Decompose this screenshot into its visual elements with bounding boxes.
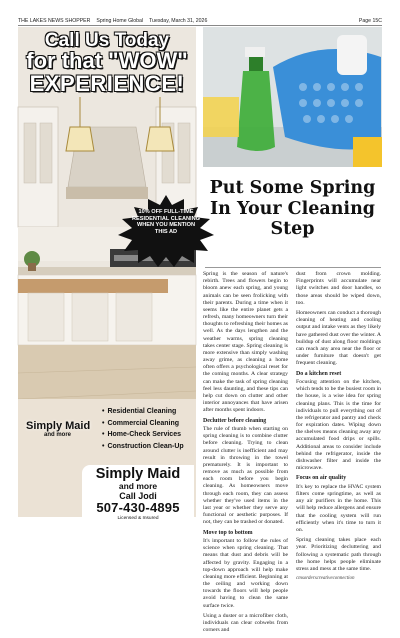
discount-offer-text: 10% OFF FULL-TIME RESIDENTIAL CLEANING WHEN YOU MENTION THIS AD — [132, 209, 200, 236]
badge-tagline: and more — [118, 481, 158, 492]
service-item: • Residential Cleaning — [102, 408, 194, 415]
logo-name: Simply Maid — [26, 420, 91, 432]
article-paragraph: dust from crown molding. Fingerprints will accumulate near light switches and door handles, so those areas should be wiped down, too. — [296, 271, 381, 306]
service-item: • Commercial Cleaning — [102, 420, 194, 427]
simply-maid-ad — [18, 27, 200, 522]
article-paragraph: Focusing attention on the kitchen, which tends to be the busiest room in the house, is a wise idea for spring cleaning plans. This is the time for individuals to pull everything out of the refrigerator and pantry and check for expiration dates. Wiping down the shelves means cleaning away any accumulated food drips or spills. Additional areas to consider include behind the refrigerator, inside the dishwasher filter and inside the microwave. — [296, 379, 381, 472]
section-name: Spring Home Global — [96, 17, 144, 24]
article-paragraph: Using a duster or a microfiber cloth, individuals can clear cobwebs from corners and — [203, 613, 288, 634]
services-list — [102, 408, 194, 454]
logo-tagline: and more — [44, 432, 72, 438]
section-heading: Focus on air quality — [296, 475, 347, 482]
page-number: Page 15C — [358, 17, 382, 24]
section-heading: Do a kitchen reset — [296, 370, 342, 377]
badge-phone-number[interactable]: 507-430-4895 — [96, 500, 180, 516]
service-item: • Construction Clean-Up — [102, 443, 194, 450]
article-paragraph: Spring is the season of nature's rebirth. Trees and flowers begin to bloom anew each spring, and young animals can be seen frolicking with their parents. During a time when it seems like the entire planet gets a refresh, many homeowners turn their thoughts to refreshing their homes as well. As the days lengthen and the weather warms, spring cleaning takes center stage. Spring cleaning is more extensive than simply washing away grime, as cleaning a home often offers a psychological reset for the coming months. A clear strategy can make the task of spring cleaning feel less daunting, and these tips can help cut down on clutter and other interior annoyances that have arisen after months spent indoors. — [203, 271, 288, 414]
issue-date: Tuesday, March 31, 2026 — [149, 17, 208, 24]
service-item: • Home-Check Services — [102, 431, 194, 438]
article-paragraph: It's important to follow the rules of science when spring cleaning. That means that dust and debris will be affected by gravity. Engaging in a top-down approach will help make cleaning more efficient. Beginning at the ceiling and working down towards the floors will help people avoid having to clean the same surface twice. — [203, 538, 288, 609]
article-title: Put Some Spring In Your Cleaning Step — [209, 178, 376, 240]
section-heading: Move top to bottom — [203, 529, 253, 536]
article-column-1 — [203, 271, 288, 638]
article-credit: cmsorderscreativeconnection — [296, 576, 355, 582]
company-logo-small — [26, 420, 100, 438]
badge-company-name: Simply Maid — [95, 466, 181, 482]
contact-badge — [82, 465, 194, 537]
article-paragraph: Homeowners can conduct a thorough cleaning of heating and cooling output and intake vents as they likely have gathered dust over the winter. A buildup of dust along floor moldings can reach any area near the floor or under furniture that doesn't get frequent cleaning. — [296, 310, 381, 367]
headline-line-3: EXPERIENCE! — [29, 70, 185, 96]
page-header — [18, 16, 382, 26]
article-column-2 — [296, 271, 381, 586]
headline-line-1: Call Us Today — [44, 30, 170, 51]
section-heading: Declutter before cleaning — [203, 417, 267, 424]
article-paragraph: It's key to replace the HVAC system filters come springtime, as well as any air purifiers in the home. This will help reduce allergens and ensure that the cooling system will run efficiently when it's time to turn it on. — [296, 483, 381, 533]
badge-license: Licensed & Insured — [117, 516, 159, 522]
article-paragraph: Spring cleaning takes place each year. Prioritizing decluttering and following a systematic path through the home helps people eliminate stress and mess at the same time. — [296, 537, 381, 572]
article-paragraph: The rule of thumb when starting on spring cleaning is to combine clutter before cleaning. Trying to clean around clutter is inefficient and may result in throwing in the towel prematurely. It is important to remove as much as possible from each room before you begin cleaning. As homeowners move through each room, they can assess whether they've used items in the last year or whether they serve any functional or aesthetic purposes. If not, they can be trashed or donated. — [203, 426, 288, 526]
headline-line-2: for that "WOW" — [26, 48, 188, 74]
ad-headline — [18, 31, 196, 95]
cleaning-supplies-photo — [203, 27, 382, 167]
discount-starburst — [118, 195, 214, 267]
badge-contact-person: Call Jodi — [119, 491, 157, 502]
title-divider — [205, 267, 381, 268]
paper-name: THE LAKES NEWS SHOPPER — [18, 17, 91, 24]
